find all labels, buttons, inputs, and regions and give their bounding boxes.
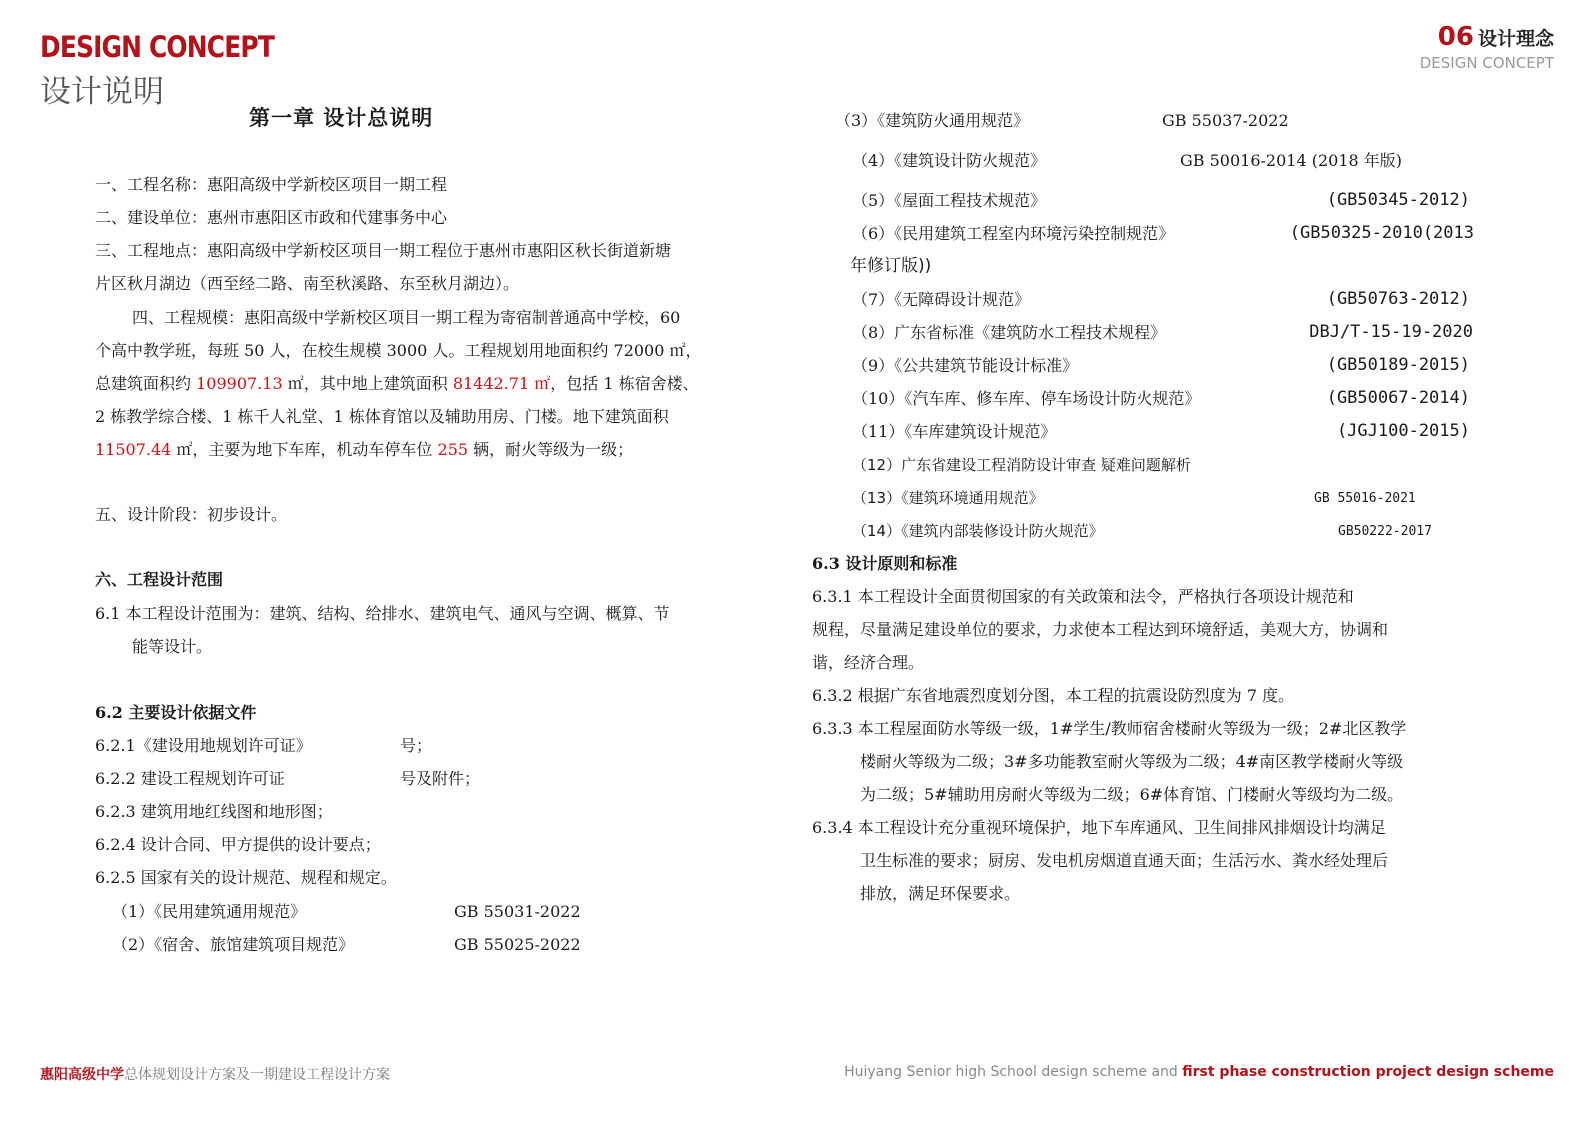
standard-3-code: GB 55037-2022 [1162,111,1289,130]
standard-2-code: GB 55025-2022 [454,935,581,954]
basis-item-624: 6.2.4 设计合同、甲方提供的设计要点； [95,835,381,854]
standard-5-name: （5）《屋面工程技术规范》 [852,191,1047,210]
section-number: 06 [1437,22,1474,52]
basis-item-622: 6.2.2 建设工程规划许可证 [95,769,285,788]
heading-design-basis: 6.2 主要设计依据文件 [95,703,257,722]
standard-8-name: （8）广东省标准《建筑防水工程技术规程》 [852,323,1167,342]
scope-line-2: 能等设计。 [132,637,213,656]
principle-633-line-1: 6.3.3 本工程屋面防水等级一级，1#学生/教师宿舍楼耐火等级为一级；2#北区教学 [812,719,1407,738]
total-area-value: 109907.13 [196,374,283,393]
scale-line-4: 2 栋教学综合楼、1 栋千人礼堂、1 栋体育馆以及辅助用房、门楼。地下建筑面积 [95,407,669,426]
principle-633-line-2: 楼耐火等级为二级；3#多功能教室耐火等级为二级；4#南区教学楼耐火等级 [860,752,1404,771]
principle-631-line-3: 谐，经济合理。 [812,653,925,672]
standard-2-name: （2）《宿舍、旅馆建筑项目规范》 [112,935,355,954]
design-stage: 五、设计阶段：初步设计。 [95,505,288,524]
standard-4-code: GB 50016-2014 (2018 年版) [1180,151,1403,170]
heading-design-scope: 六、工程设计范围 [95,570,224,589]
location-line-1: 三、工程地点：惠阳高级中学新校区项目一期工程位于惠州市惠阳区秋长街道新塘 [95,241,672,260]
principle-634-line-3: 排放，满足环保要求。 [860,884,1021,903]
brand-title-cn: 设计说明 [40,74,164,110]
standard-8-code: DBJ/T-15-19-2020 [1309,322,1473,342]
footer-right [844,1064,1554,1080]
principle-632: 6.3.2 根据广东省地震烈度划分图，本工程的抗震设防烈度为 7 度。 [812,686,1295,705]
basis-item-625: 6.2.5 国家有关的设计规范、规程和规定。 [95,868,397,887]
text-segment: 辆，耐火等级为一级； [468,440,634,459]
principle-633-line-3: 为二级；5#辅助用房耐火等级为二级；6#体育馆、门楼耐火等级均为二级。 [860,785,1404,804]
chapter-title: 第一章 设计总说明 [249,105,434,130]
text-segment: 总建筑面积约 [95,374,197,393]
standard-3-name: （3）《建筑防火通用规范》 [835,111,1030,130]
scale-line-5 [95,433,633,466]
brand-title-en: DESIGN CONCEPT [40,30,274,64]
basis-item-622-suffix: 号及附件； [400,769,481,788]
scale-line-2: 个高中教学班，每班 50 人，在校生规模 3000 人。工程规划用地面积约 72000 ㎡， [95,341,702,360]
standard-14-code: GB50222-2017 [1338,524,1432,539]
principle-631-line-1: 6.3.1 本工程设计全面贯彻国家的有关政策和法令，严格执行各项设计规范和 [812,587,1354,606]
owner: 二、建设单位：惠州市惠阳区市政和代建事务中心 [95,208,448,227]
standard-6-name: （6）《民用建筑工程室内环境污染控制规范》 [852,224,1175,243]
standard-12-name: （12）广东省建设工程消防设计审查 疑难问题解析 [852,456,1191,474]
standard-1-code: GB 55031-2022 [454,902,581,921]
footer-en-highlight: first phase construction project design scheme [1182,1064,1554,1080]
standard-13-code: GB 55016-2021 [1314,491,1416,506]
standard-5-code: (GB50345-2012) [1326,190,1470,210]
section-heading [1438,22,1554,52]
standard-1-name: （1）《民用建筑通用规范》 [112,902,307,921]
standard-9-code: (GB50189-2015) [1326,355,1470,375]
principle-634-line-1: 6.3.4 本工程设计充分重视环境保护，地下车库通风、卫生间排风排烟设计均满足 [812,818,1386,837]
section-title: 设计理念 [1477,28,1554,50]
standard-4-name: （4）《建筑设计防火规范》 [852,151,1047,170]
location-line-2: 片区秋月湖边（西至经二路、南至秋溪路、东至秋月湖边）。 [95,274,520,293]
standard-7-name: （7）《无障碍设计规范》 [852,290,1031,309]
standard-9-name: （9）《公共建筑节能设计标准》 [852,356,1079,375]
standard-11-name: （11）《车库建筑设计规范》 [852,422,1057,441]
text-segment: ㎡，其中地上建筑面积 [282,374,453,393]
standard-13-name: （13）《建筑环境通用规范》 [852,489,1044,507]
standard-10-name: （10）《汽车库、修车库、停车场设计防火规范》 [852,389,1201,408]
basis-item-623: 6.2.3 建筑用地红线图和地形图； [95,802,333,821]
standard-11-code: (JGJ100-2015) [1336,421,1470,441]
standard-6-code: (GB50325-2010(2013 [1289,223,1474,243]
section-subtitle-en: DESIGN CONCEPT [1419,54,1554,72]
principle-634-line-2: 卫生标准的要求；厨房、发电机房烟道直通天面；生活污水、粪水经处理后 [860,851,1389,870]
standard-14-name: （14）《建筑内部装修设计防火规范》 [852,522,1104,540]
standard-7-code: (GB50763-2012) [1326,289,1470,309]
footer-project-title: 总体规划设计方案及一期建设工程设计方案 [124,1067,390,1083]
basis-item-621: 6.2.1《建设用地规划许可证》 [95,736,312,755]
principle-631-line-2: 规程，尽量满足建设单位的要求，力求使本工程达到环境舒适，美观大方，协调和 [812,620,1389,639]
parking-count-value: 255 [437,440,469,459]
scale-line-1: 四、工程规模：惠阳高级中学新校区项目一期工程为寄宿制普通高中学校，60 [132,308,681,327]
footer-school-name: 惠阳高级中学 [40,1067,124,1083]
standard-10-code: (GB50067-2014) [1326,388,1470,408]
basis-item-621-suffix: 号； [400,736,433,755]
text-segment: ，包括 1 栋宿舍楼、 [550,374,699,393]
footer-en-title: Huiyang Senior high School design scheme and [844,1064,1183,1080]
text-segment: ㎡，主要为地下车库，机动车停车位 [171,440,438,459]
above-ground-area-value: 81442.71 ㎡ [452,374,551,393]
project-name: 一、工程名称：惠阳高级中学新校区项目一期工程 [95,175,448,194]
scale-line-3 [95,367,699,400]
heading-design-principles: 6.3 设计原则和标准 [812,554,958,573]
scope-line-1: 6.1 本工程设计范围为：建筑、结构、给排水、建筑电气、通风与空调、概算、节 [95,604,670,623]
footer-left [40,1064,390,1084]
underground-area-value: 11507.44 [95,440,172,459]
standard-6-code-cont: 年修订版)) [850,256,932,276]
